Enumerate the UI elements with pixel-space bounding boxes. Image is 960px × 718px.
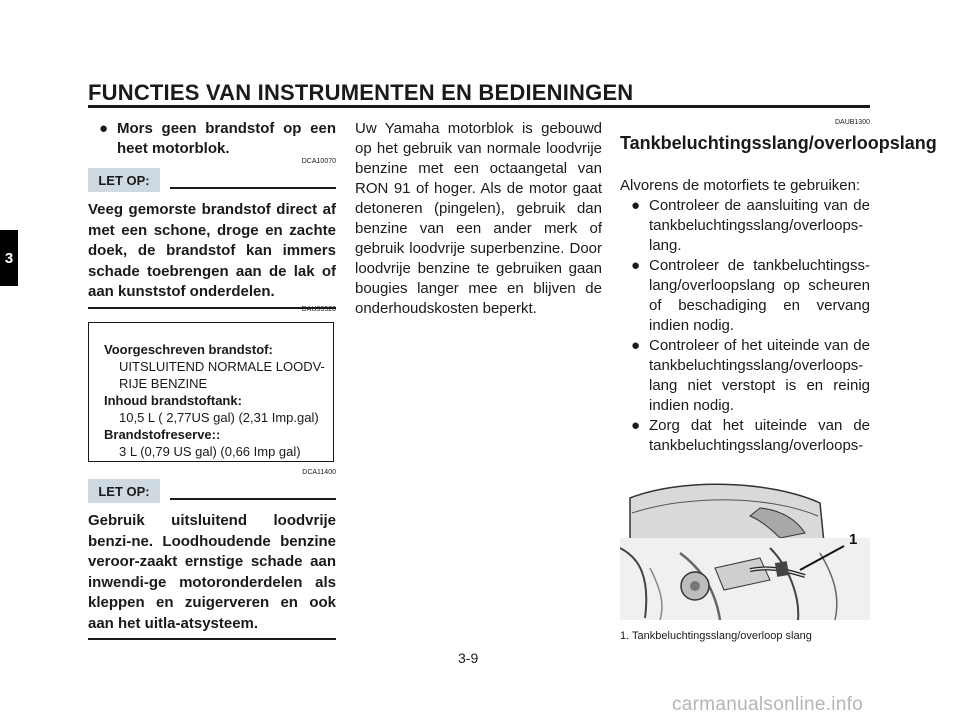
scooter-photo	[620, 458, 870, 620]
bullet-icon: ●	[631, 337, 641, 354]
caution-rule	[170, 498, 336, 500]
spec-tank-label: Inhoud brandstoftank:	[104, 393, 242, 408]
caution-block-unleaded	[88, 469, 336, 640]
watermark: carmanualsonline.info	[672, 694, 864, 715]
chapter-number: 3	[4, 249, 14, 267]
list-item-text: Zorg dat het uiteinde van de tankbeluchtingsslang/overloops-	[649, 417, 870, 454]
fuel-spec-box	[88, 322, 334, 462]
caution-block-spill	[88, 158, 336, 309]
caution-end-rule	[88, 638, 336, 640]
caution-text: Gebruik uitsluitend loodvrije benzi-ne. Loodhoudende benzine veroor-zaakt ernstige schade aan inwendi-ge motoronderdelen als kleppen en zuigerveren en ook aan het uitla-atsysteem.	[88, 512, 336, 632]
caution-code: DCA10070	[301, 158, 336, 165]
section-intro: Alvorens de motorfiets te gebruiken:	[620, 177, 861, 194]
caution-text: Veeg gemorste brandstof direct af met een schone, droge en zachte doek, de brandstof kan immers schade toebrengen aan de lak of aan kunststof onderdelen.	[88, 201, 336, 300]
bullet-icon: ●	[631, 257, 641, 274]
page-number: 3-9	[458, 650, 479, 666]
spec-reserve-value: 3 L (0,79 US gal) (0,66 Imp gal)	[119, 444, 301, 459]
breather-hose-illustration	[620, 458, 870, 620]
section-title: Tankbeluchtingsslang/overloopslang	[620, 133, 937, 153]
list-item	[620, 256, 870, 336]
list-item-text: Controleer of het uiteinde van de tankbeluchtingsslang/overloops-lang niet verstopt is en reinig indien nodig.	[649, 337, 870, 414]
title-rule	[88, 105, 870, 108]
list-item	[620, 336, 870, 416]
section-code: DAUB1300	[834, 119, 870, 126]
caution-code: DCA11400	[302, 469, 336, 476]
list-item	[620, 196, 870, 256]
bullet-icon: ●	[99, 120, 109, 137]
figure-caption: 1. Tankbeluchtingsslang/overloop slang	[620, 630, 812, 642]
spec-code: DAU33520	[301, 306, 336, 313]
chapter-tab	[0, 230, 18, 286]
caution-label: LET OP:	[88, 479, 160, 503]
bullet-icon: ●	[631, 197, 641, 214]
spec-fuel-label: Voorgeschreven brandstof:	[104, 342, 273, 357]
spec-tank-value: 10,5 L ( 2,77US gal) (2,31 Imp.gal)	[119, 410, 319, 425]
spec-fuel-value: UITSLUITEND NORMALE LOODV-RIJE BENZINE	[119, 359, 325, 391]
check-list	[620, 196, 870, 496]
caution-label: LET OP:	[88, 168, 160, 192]
callout-number: 1	[849, 531, 858, 548]
bullet-icon: ●	[631, 417, 641, 434]
list-item-text: Controleer de tankbeluchtingss-lang/overloopslang op scheuren of beschadiging en vervang indien nodig.	[649, 257, 870, 334]
spec-reserve-label: Brandstofreserve::	[104, 427, 221, 442]
caution-rule	[170, 187, 336, 189]
fuel-paragraph: Uw Yamaha motorblok is gebouwd op het gebruik van normale loodvrije benzine met een octaangetal van RON 91 of hoger. Als de motor gaat detoneren (pingelen), gebruik dan benzine van een ander merk of gebruik loodvrije superbenzine. Door loodvrije benzine te gebruiken gaan bougies langer mee en blijven de onderhoudskosten beperkt.	[355, 120, 602, 317]
page-title: FUNCTIES VAN INSTRUMENTEN EN BEDIENINGEN	[88, 80, 634, 105]
list-item-text: Controleer de aansluiting van de tankbeluchtingsslang/overloops-lang.	[649, 197, 870, 254]
warning-bullet	[88, 119, 336, 159]
warning-bullet-text: Mors geen brandstof op een heet motorblok.	[117, 120, 336, 157]
